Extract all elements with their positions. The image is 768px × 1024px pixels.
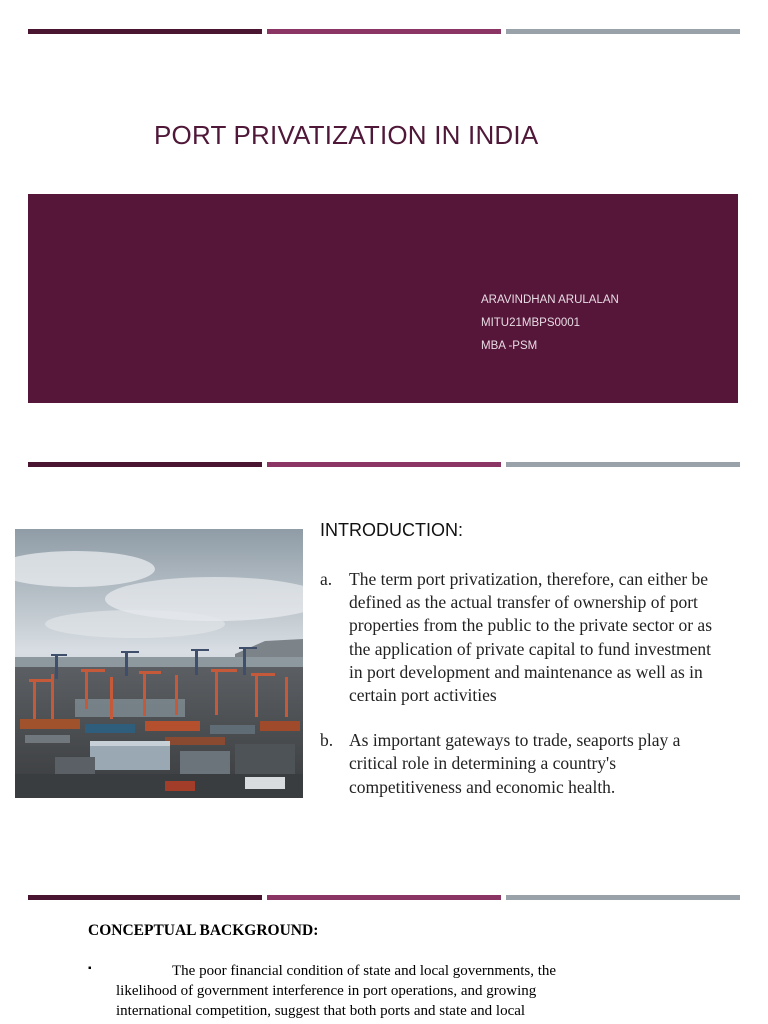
list-item: [320, 729, 720, 799]
author-block: [481, 289, 619, 358]
conceptual-background-paragraph: The poor financial condition of state and local governments, the likelihood of government interference in port operations, and growing international competition, suggest that both ports and state and local: [116, 963, 557, 1019]
port-container-terminal-photo: [15, 529, 303, 798]
author-name: ARAVINDHAN ARULALAN: [481, 294, 619, 306]
accent-rule-dark: [28, 462, 262, 467]
slide-title: PORT PRIVATIZATION IN INDIA: [154, 120, 539, 150]
section-heading-introduction: INTRODUCTION:: [320, 520, 463, 540]
accent-rule-gray: [506, 29, 740, 34]
list-marker: a.: [320, 569, 333, 589]
list-item-text: The term port privatization, therefore, can either be defined as the actual transfer of ownership of port properties from the public to the private sector or as the application of private capital to fund investment in port development and maintenance as well as in certain port activities: [349, 569, 713, 706]
accent-rule-dark: [28, 29, 262, 34]
accent-rule-dark: [28, 895, 262, 900]
accent-rule-mid: [267, 462, 501, 467]
list-item: [320, 568, 720, 707]
list-item-text: As important gateways to trade, seaports play a critical role in determining a country's competitiveness and economic health.: [349, 730, 681, 797]
section-heading-conceptual-background: CONCEPTUAL BACKGROUND:: [88, 922, 319, 939]
accent-rule-gray: [506, 895, 740, 900]
accent-rule-gray: [506, 462, 740, 467]
introduction-list: [320, 568, 720, 821]
author-program: MBA -PSM: [481, 340, 538, 352]
list-marker: b.: [320, 730, 334, 751]
title-banner: [28, 194, 738, 403]
accent-rule-mid: [267, 895, 501, 900]
bullet-square-icon: ▪: [88, 963, 92, 974]
author-id: MITU21MBPS0001: [481, 317, 581, 329]
accent-rule-mid: [267, 29, 501, 34]
